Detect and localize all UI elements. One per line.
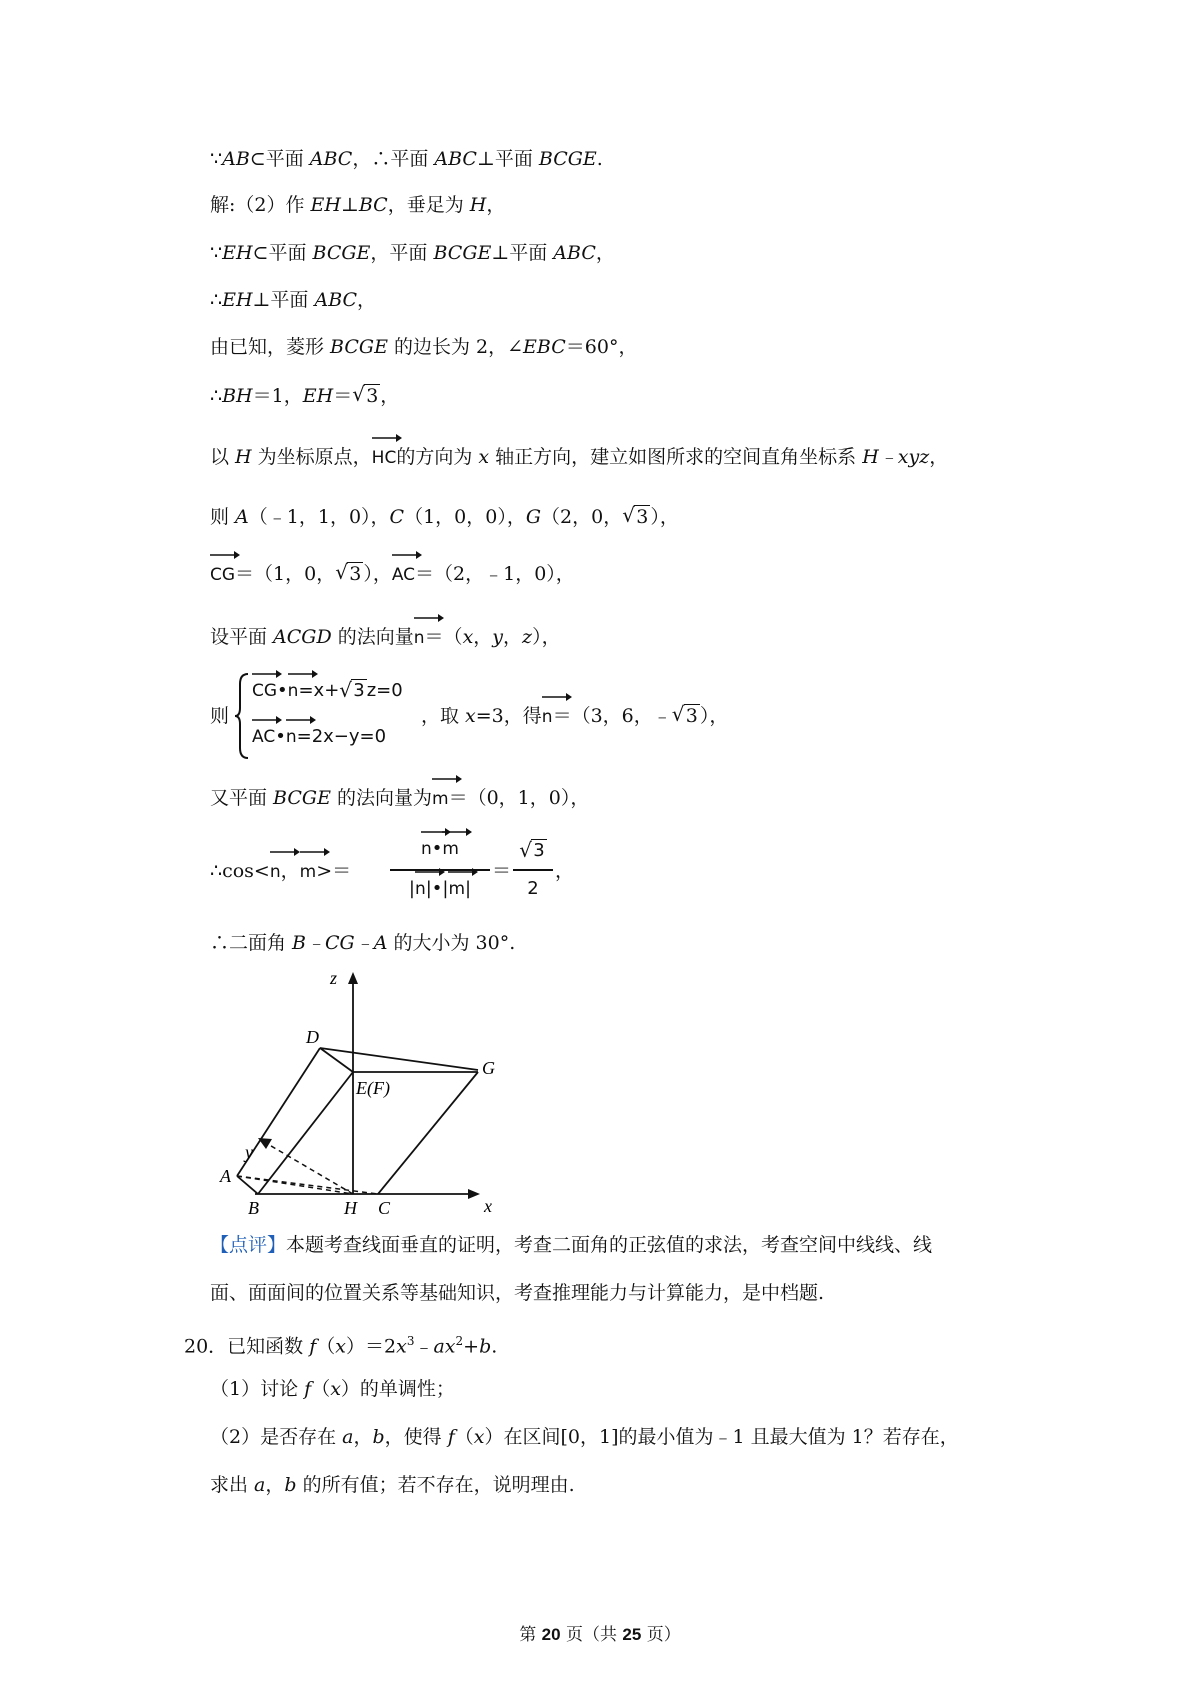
page-footer: 第 20 页（共 25 页） bbox=[519, 1625, 681, 1645]
text-line: ，取 x=3，得 n＝（3，6，﹣ √ 3 ）， bbox=[421, 703, 728, 730]
fraction-denominator: | n|•| m| bbox=[390, 878, 490, 899]
fraction-denominator: 2 bbox=[527, 878, 539, 899]
label-g: G bbox=[482, 1058, 495, 1078]
vector-ac: AC bbox=[252, 727, 275, 747]
text-line: ＝ bbox=[492, 860, 512, 882]
equation-row: CG• n=x+ √ 3 z=0 bbox=[252, 680, 403, 701]
text-line: ∵EH⊂平面 BCGE，平面 BCGE⊥平面 ABC， bbox=[210, 242, 615, 264]
label-z: z bbox=[330, 970, 338, 988]
text-line: CG＝（1，0， √ 3 ）， AC＝（2，﹣1，0）， bbox=[210, 561, 575, 588]
vector-m: m bbox=[442, 839, 459, 859]
x-axis-arrow bbox=[468, 1189, 480, 1199]
text-line: ∴EH⊥平面 ABC， bbox=[210, 289, 377, 311]
vector-ac: AC bbox=[392, 562, 415, 588]
label-c: C bbox=[378, 1198, 391, 1218]
text-line: ∴BH＝1，EH＝ √ 3 ， bbox=[210, 382, 400, 407]
vector-m: m bbox=[300, 859, 317, 885]
sqrt: √ 3 bbox=[671, 702, 698, 727]
vector-n: n bbox=[414, 625, 425, 651]
vector-n: n bbox=[421, 839, 432, 859]
vector-n: n bbox=[288, 681, 299, 701]
review-line: 【点评】本题考查线面垂直的证明，考查二面角的正弦值的求法，考查空间中线线、线 bbox=[210, 1234, 933, 1256]
sqrt: √ 3 bbox=[622, 503, 649, 528]
edge-dg bbox=[320, 1048, 478, 1070]
vector-n: n bbox=[270, 859, 281, 885]
text-line: 设平面 ACGD 的法向量 n＝（x，y，z）， bbox=[210, 624, 561, 651]
question-part: 求出 a，b 的所有值；若不存在，说明理由. bbox=[210, 1474, 575, 1496]
sqrt: √ 3 bbox=[352, 382, 379, 407]
fraction-numerator: n• m bbox=[390, 838, 490, 859]
sqrt: √ 3 bbox=[519, 838, 545, 862]
vector-cg: CG bbox=[210, 562, 235, 588]
text-line: 以 H 为坐标原点， HC的方向为 x 轴正方向，建立如图所求的空间直角坐标系 H﹣xyz， bbox=[210, 444, 948, 471]
text-line: 解:（2）作 EH⊥BC，垂足为 H， bbox=[210, 194, 506, 216]
fraction-numerator bbox=[513, 840, 553, 861]
label-e: E(F) bbox=[356, 1078, 390, 1098]
text-line: 由已知，菱形 BCGE 的边长为 2，∠EBC＝60°， bbox=[210, 336, 638, 358]
y-axis-dashed bbox=[266, 1143, 353, 1194]
vector-m: m bbox=[448, 879, 465, 899]
text-line: ∴cos< n， m>＝ bbox=[210, 858, 351, 885]
y-axis-arrow bbox=[258, 1138, 272, 1149]
label-y: y bbox=[245, 1142, 253, 1162]
sqrt: √ 3 bbox=[339, 678, 365, 702]
vector-cg: CG bbox=[252, 681, 277, 701]
equation-row: AC• n=2x−y=0 bbox=[252, 726, 386, 747]
label-h: H bbox=[344, 1198, 357, 1218]
text-line: ， bbox=[555, 860, 575, 882]
label-a: A bbox=[220, 1166, 231, 1186]
sqrt: √ 3 bbox=[335, 560, 362, 585]
edge-be bbox=[258, 1072, 353, 1194]
text-line: 则 bbox=[210, 705, 230, 727]
text-line: ∴二面角 B﹣CG﹣A 的大小为 30°. bbox=[210, 932, 516, 954]
review-line: 面、面面间的位置关系等基础知识，考查推理能力与计算能力，是中档题. bbox=[210, 1282, 825, 1304]
vector-n: n bbox=[286, 727, 297, 747]
brace bbox=[234, 672, 250, 760]
geometry-figure bbox=[210, 970, 500, 1220]
text-line: ∵AB⊂平面 ABC，∴平面 ABC⊥平面 BCGE. bbox=[210, 148, 603, 170]
label-b: B bbox=[248, 1198, 259, 1218]
vector-m: m bbox=[432, 786, 449, 812]
text-line: 又平面 BCGE 的法向量为 m＝（0，1，0）， bbox=[210, 785, 589, 812]
question-part: （2）是否存在 a，b，使得 f（x）在区间[0，1]的最小值为﹣1 且最大值为 1？若存在， bbox=[210, 1426, 959, 1448]
question-part: （1）讨论 f（x）的单调性； bbox=[210, 1378, 455, 1400]
fraction-bar bbox=[513, 869, 553, 871]
vector-hc: HC bbox=[372, 445, 397, 471]
vector-n: n bbox=[415, 879, 426, 899]
label-d: D bbox=[306, 1027, 319, 1047]
label-x: x bbox=[484, 1196, 492, 1216]
edge-cg bbox=[378, 1072, 478, 1194]
text-line: 则 A（﹣1，1，0），C（1，0，0），G（2，0， √ 3 ）， bbox=[210, 503, 679, 528]
z-axis-arrow bbox=[348, 972, 358, 984]
question-title: 20．已知函数 $f(x)=2x^3﹣ax^2+b$. bbox=[184, 1334, 498, 1358]
vector-n: n bbox=[542, 704, 553, 730]
